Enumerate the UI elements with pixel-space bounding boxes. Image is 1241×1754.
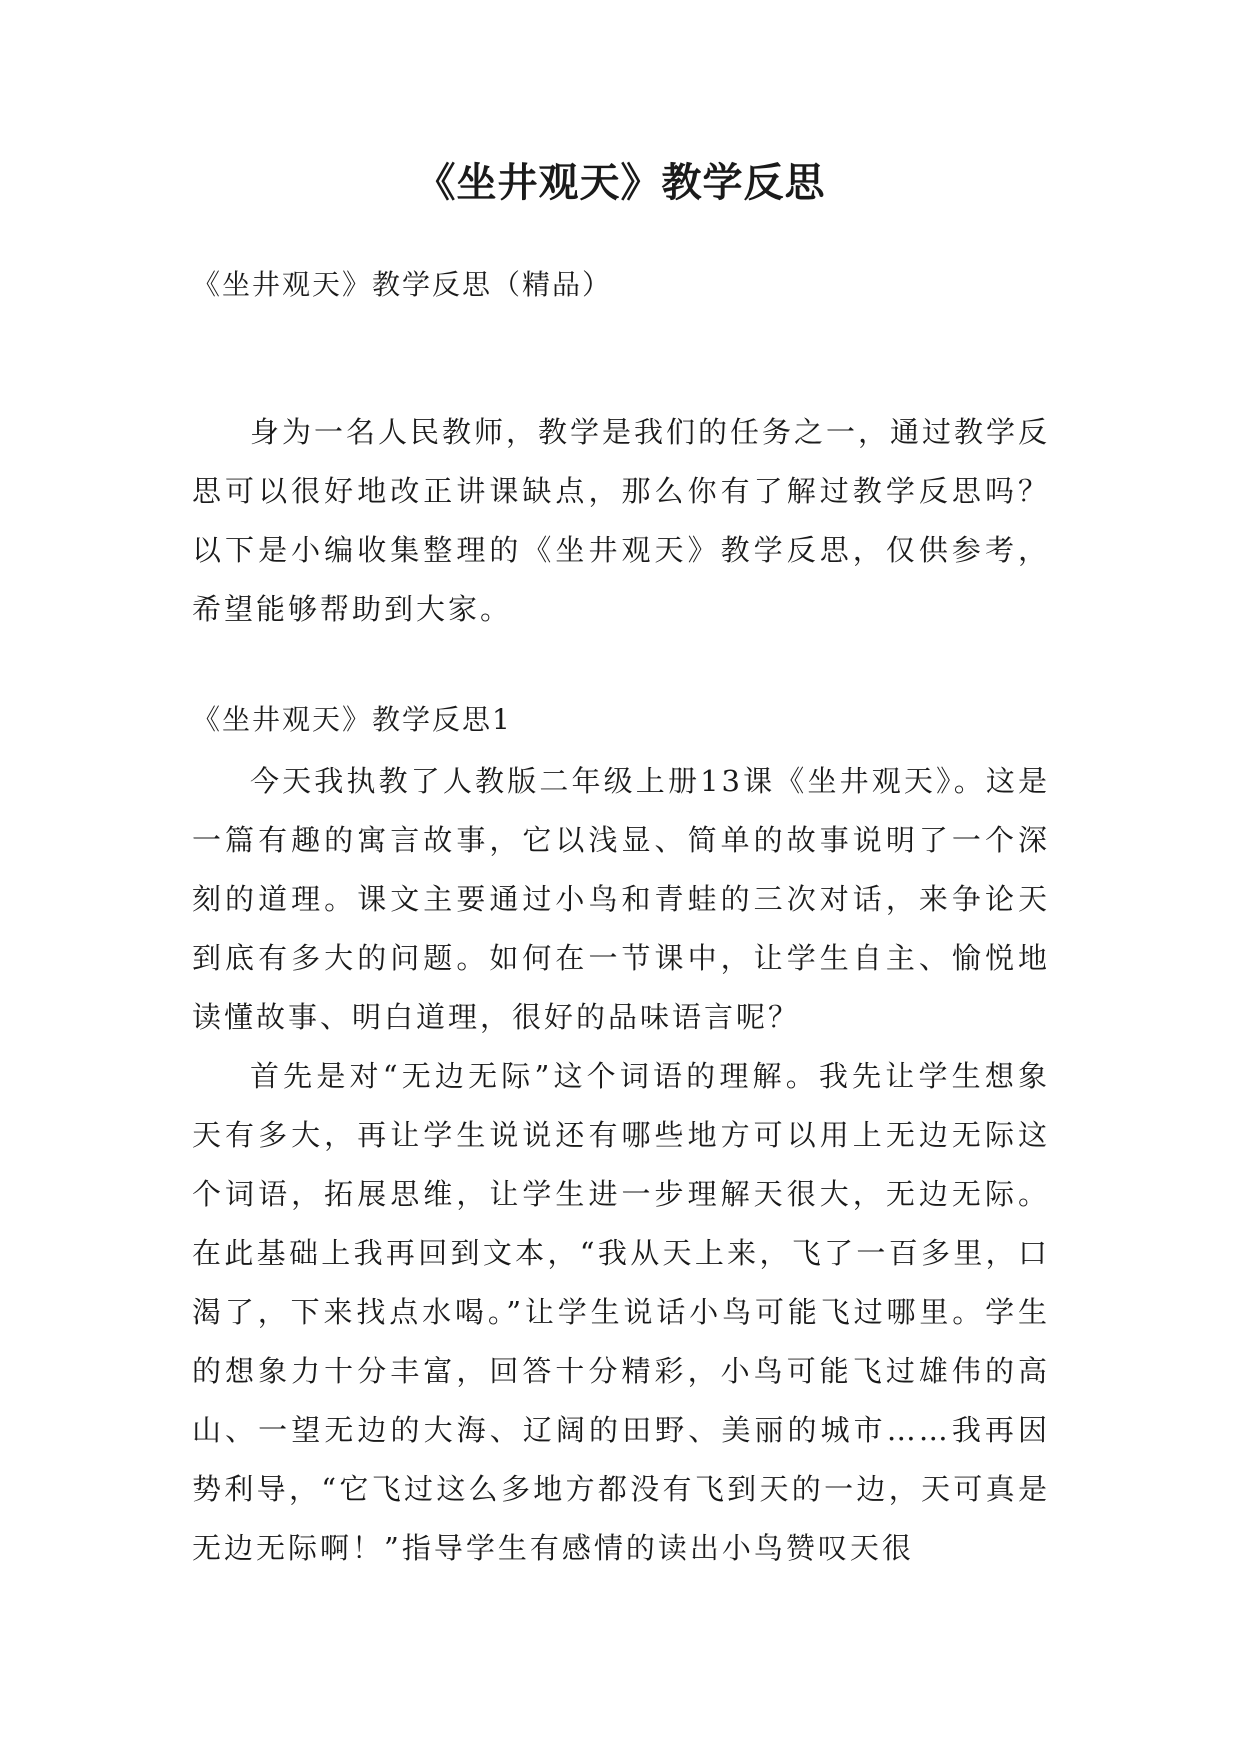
document-subtitle: 《坐井观天》教学反思（精品） [192, 268, 613, 301]
section-heading: 《坐井观天》教学反思1 [192, 703, 512, 736]
body-paragraph: 首先是对“无边无际”这个词语的理解。我先让学生想象天有多大，再让学生说说还有哪些地方可以用上无边无际这个词语，拓展思维，让学生进一步理解天很大，无边无际。在此基础上我再回到文本，“我从天上来，飞了一百多里，口渴了，下来找点水喝。”让学生说话小鸟可能飞过哪里。学生的想象力十分丰富，回答十分精彩，小鸟可能飞过雄伟的高山、一望无边的大海、辽阔的田野、美丽的城市……我再因势利导，“它飞过这么多地方都没有飞到天的一边，天可真是无边无际啊！”指导学生有感情的读出小鸟赞叹天很 [192, 1059, 1050, 1565]
section-body [192, 752, 1050, 1578]
intro-paragraph: 身为一名人民教师，教学是我们的任务之一，通过教学反思可以很好地改正讲课缺点，那么你有了解过教学反思吗？以下是小编收集整理的《坐井观天》教学反思，仅供参考，希望能够帮助到大家。 [192, 415, 1051, 626]
body-paragraph: 今天我执教了人教版二年级上册13课《坐井观天》。这是一篇有趣的寓言故事，它以浅显、简单的故事说明了一个深刻的道理。课文主要通过小鸟和青蛙的三次对话，来争论天到底有多大的问题。如何在一节课中，让学生自主、愉悦地读懂故事、明白道理，很好的品味语言呢？ [192, 764, 1050, 1034]
document-title: 《坐井观天》教学反思 [415, 160, 826, 206]
intro-block [192, 403, 1050, 639]
